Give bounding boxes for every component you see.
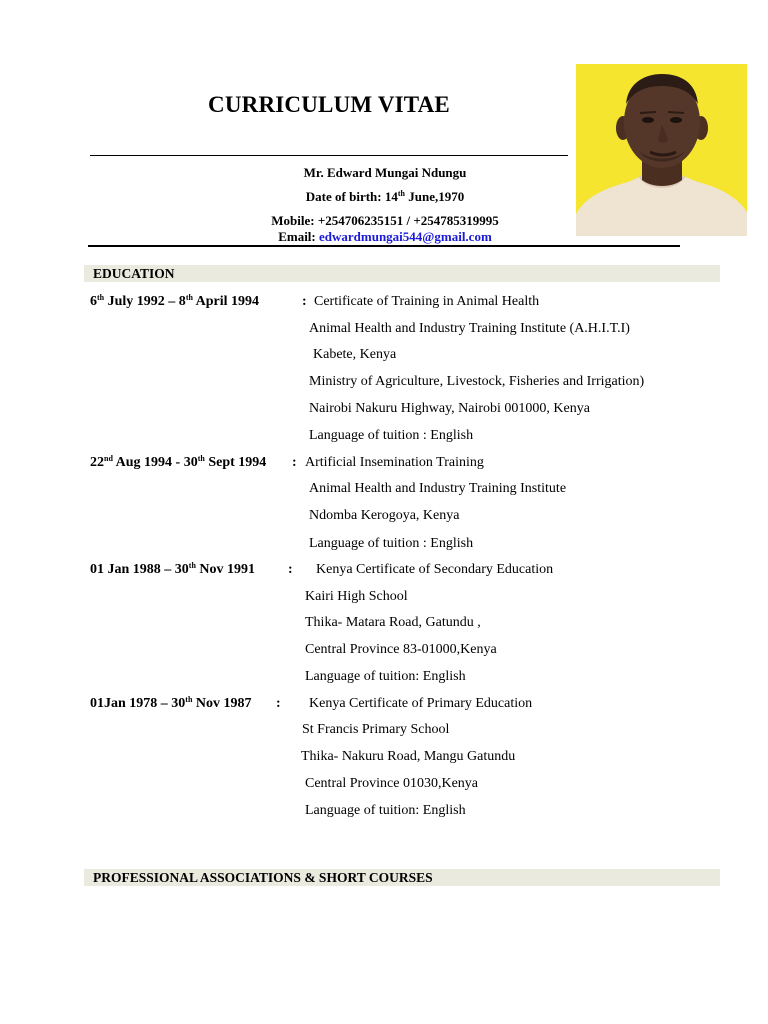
education-date-1 xyxy=(90,293,259,311)
education-line: Animal Health and Industry Training Institute (A.H.I.T.I) xyxy=(309,321,630,336)
date-text: 01Jan 1978 – 30 xyxy=(90,696,186,711)
education-line: Kenya Certificate of Primary Education xyxy=(309,696,533,711)
date-superscript: th xyxy=(97,293,105,302)
education-date-4 xyxy=(90,695,252,713)
education-line: Language of tuition : English xyxy=(309,428,474,443)
education-line: Language of tuition: English xyxy=(305,669,466,684)
education-line: St Francis Primary School xyxy=(302,722,450,737)
education-line: Thika- Nakuru Road, Mangu Gatundu xyxy=(301,749,516,764)
education-line: Kabete, Kenya xyxy=(313,347,397,362)
portrait-illustration xyxy=(576,64,747,236)
header-divider xyxy=(90,155,568,156)
date-text: Nov 1987 xyxy=(192,696,252,711)
date-text: 6 xyxy=(90,294,97,309)
date-text: Nov 1991 xyxy=(195,562,256,577)
education-line: Animal Health and Industry Training Institute xyxy=(309,481,567,496)
document-title: CURRICULUM VITAE xyxy=(208,92,450,117)
date-colon: : xyxy=(302,294,307,309)
education-date-2 xyxy=(90,454,266,472)
education-line: Nairobi Nakuru Highway, Nairobi 001000, Kenya xyxy=(309,401,590,416)
education-line: Kairi High School xyxy=(305,589,408,604)
date-text: Aug 1994 - 30 xyxy=(112,455,198,470)
date-colon: : xyxy=(292,455,297,470)
date-colon: : xyxy=(276,696,281,711)
email-label: Email: xyxy=(278,229,319,244)
dob-superscript: th xyxy=(397,189,405,198)
date-text: July 1992 – 8 xyxy=(104,294,186,309)
date-text: April 1994 xyxy=(192,294,260,309)
date-text: 01 Jan 1988 – 30 xyxy=(90,562,189,577)
date-superscript: th xyxy=(185,293,193,302)
education-line: Artificial Insemination Training xyxy=(305,455,484,470)
dob-suffix: June,1970 xyxy=(404,189,465,204)
date-text: 22 xyxy=(90,455,104,470)
education-line: Kenya Certificate of Secondary Education xyxy=(316,562,554,577)
education-line: Thika- Matara Road, Gatundu , xyxy=(305,615,481,630)
portrait-photo xyxy=(576,64,747,236)
education-line: Ndomba Kerogoya, Kenya xyxy=(309,508,460,523)
education-line: Language of tuition: English xyxy=(305,803,466,818)
professional-heading: PROFESSIONAL ASSOCIATIONS & SHORT COURSES xyxy=(93,870,433,885)
contact-divider xyxy=(88,245,680,247)
mobile-numbers: Mobile: +254706235151 / +254785319995 xyxy=(271,213,499,228)
education-date-3 xyxy=(90,561,255,579)
education-line: Certificate of Training in Animal Health xyxy=(314,294,540,309)
education-heading: EDUCATION xyxy=(93,266,175,281)
education-line: Language of tuition : English xyxy=(309,536,474,551)
person-name: Mr. Edward Mungai Ndungu xyxy=(303,165,467,180)
education-line: Central Province 01030,Kenya xyxy=(305,776,479,791)
email-link[interactable]: edwardmungai544@gmail.com xyxy=(319,229,492,244)
education-line: Central Province 83-01000,Kenya xyxy=(305,642,497,657)
date-colon: : xyxy=(288,562,293,577)
date-text: Sept 1994 xyxy=(204,455,267,470)
education-line: Ministry of Agriculture, Livestock, Fisheries and Irrigation) xyxy=(309,374,645,389)
date-superscript: th xyxy=(188,561,196,570)
date-superscript: th xyxy=(185,695,193,704)
date-superscript: th xyxy=(197,454,205,463)
date-superscript: nd xyxy=(104,454,113,463)
dob-prefix: Date of birth: 14 xyxy=(305,189,398,204)
education-section-bar xyxy=(84,265,720,282)
